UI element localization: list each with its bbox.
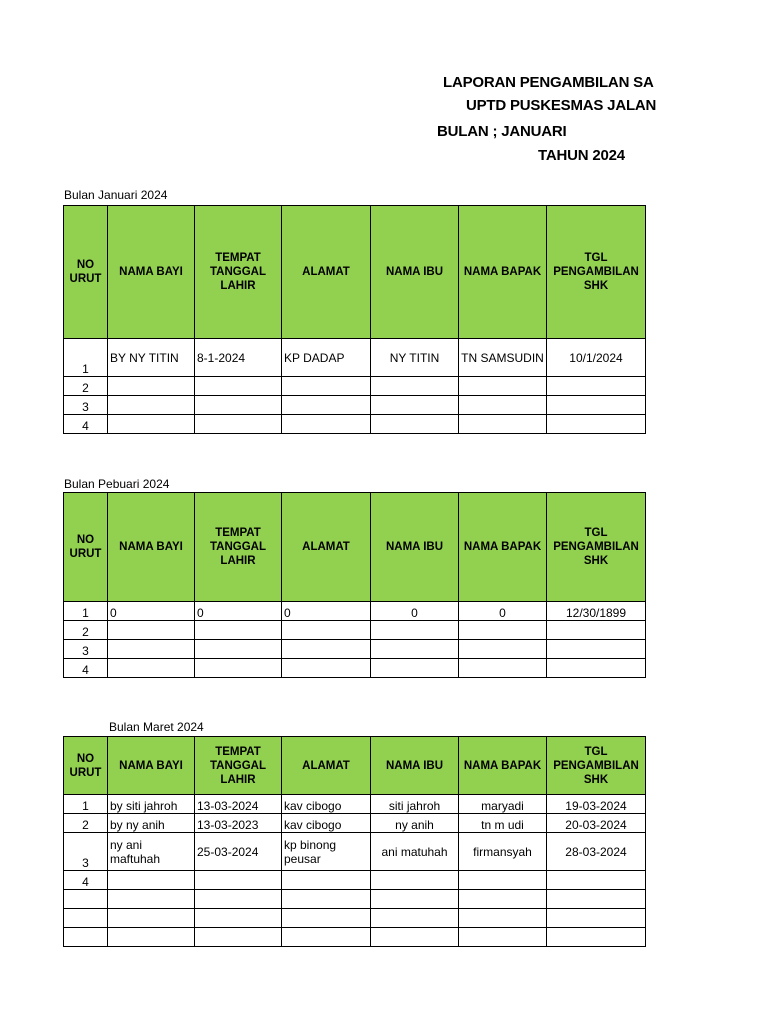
cell-tempat-tanggal-lahir[interactable]: 8-1-2024 <box>195 339 282 377</box>
table-row <box>64 602 646 621</box>
cell-tgl-pengambilan-shk[interactable]: 12/30/1899 <box>547 602 646 621</box>
table-header-row <box>64 737 646 795</box>
cell-tempat-tanggal-lahir[interactable]: 13-03-2024 <box>195 795 282 814</box>
cell-nama-bayi[interactable] <box>108 928 195 947</box>
table-maret <box>63 736 646 947</box>
cell-alamat[interactable] <box>282 396 371 415</box>
cell-alamat[interactable] <box>282 871 371 890</box>
cell-alamat[interactable] <box>282 909 371 928</box>
cell-tgl-pengambilan-shk[interactable]: 28-03-2024 <box>547 833 646 871</box>
table-row <box>64 640 646 659</box>
cell-tgl-pengambilan-shk[interactable] <box>547 640 646 659</box>
cell-tempat-tanggal-lahir[interactable]: 13-03-2023 <box>195 814 282 833</box>
section-caption-pebuari: Bulan Pebuari 2024 <box>64 477 170 491</box>
cell-no-urut[interactable]: 1 <box>64 602 108 621</box>
column-header-alamat: ALAMAT <box>282 206 371 339</box>
cell-alamat[interactable]: kav cibogo <box>282 795 371 814</box>
column-header-alamat: ALAMAT <box>282 493 371 602</box>
cell-tgl-pengambilan-shk[interactable] <box>547 415 646 434</box>
cell-nama-bapak[interactable] <box>459 928 547 947</box>
cell-tempat-tanggal-lahir[interactable] <box>195 928 282 947</box>
cell-nama-bapak[interactable] <box>459 415 547 434</box>
table-row <box>64 871 646 890</box>
cell-no-urut[interactable] <box>64 890 108 909</box>
cell-nama-ibu[interactable]: ny anih <box>371 814 459 833</box>
cell-no-urut[interactable]: 2 <box>64 377 108 396</box>
cell-nama-bayi[interactable] <box>108 909 195 928</box>
cell-alamat[interactable] <box>282 415 371 434</box>
report-month: BULAN ; JANUARI <box>437 123 567 140</box>
cell-nama-ibu[interactable] <box>371 909 459 928</box>
cell-alamat[interactable] <box>282 640 371 659</box>
cell-nama-bapak[interactable] <box>459 871 547 890</box>
table-row <box>64 377 646 396</box>
column-header-no-urut: NO URUT <box>64 737 108 795</box>
column-header-tgl-pengambilan-shk: TGL PENGAMBILAN SHK <box>547 737 646 795</box>
cell-nama-bayi[interactable] <box>108 640 195 659</box>
cell-tgl-pengambilan-shk[interactable]: 20-03-2024 <box>547 814 646 833</box>
cell-no-urut[interactable]: 1 <box>64 339 108 377</box>
cell-nama-bayi[interactable]: BY NY TITIN <box>108 339 195 377</box>
cell-nama-ibu[interactable] <box>371 890 459 909</box>
table-row <box>64 396 646 415</box>
cell-no-urut[interactable]: 2 <box>64 621 108 640</box>
cell-no-urut[interactable]: 4 <box>64 415 108 434</box>
cell-nama-bayi[interactable] <box>108 377 195 396</box>
cell-nama-bayi[interactable]: ny ani maftuhah <box>108 833 195 871</box>
table-row <box>64 909 646 928</box>
cell-no-urut[interactable] <box>64 928 108 947</box>
report-year: TAHUN 2024 <box>538 147 625 164</box>
cell-tgl-pengambilan-shk[interactable]: 10/1/2024 <box>547 339 646 377</box>
cell-nama-bapak[interactable]: 0 <box>459 602 547 621</box>
cell-nama-ibu[interactable] <box>371 640 459 659</box>
table-row <box>64 928 646 947</box>
cell-no-urut[interactable]: 1 <box>64 795 108 814</box>
column-header-nama-bapak: NAMA BAPAK <box>459 737 547 795</box>
cell-nama-bapak[interactable] <box>459 621 547 640</box>
cell-nama-bayi[interactable] <box>108 415 195 434</box>
cell-tgl-pengambilan-shk[interactable] <box>547 396 646 415</box>
cell-alamat[interactable] <box>282 377 371 396</box>
cell-tgl-pengambilan-shk[interactable] <box>547 909 646 928</box>
cell-tempat-tanggal-lahir[interactable] <box>195 871 282 890</box>
report-subtitle: UPTD PUSKESMAS JALAN <box>466 97 657 114</box>
cell-nama-ibu[interactable]: NY TITIN <box>371 339 459 377</box>
table-header-row <box>64 206 646 339</box>
cell-nama-bapak[interactable] <box>459 377 547 396</box>
section-caption-maret: Bulan Maret 2024 <box>109 720 204 734</box>
column-header-nama-bayi: NAMA BAYI <box>108 206 195 339</box>
cell-alamat[interactable] <box>282 928 371 947</box>
column-header-tgl-pengambilan-shk: TGL PENGAMBILAN SHK <box>547 206 646 339</box>
cell-no-urut[interactable]: 3 <box>64 396 108 415</box>
column-header-nama-ibu: NAMA IBU <box>371 737 459 795</box>
column-header-no-urut: NO URUT <box>64 206 108 339</box>
cell-tgl-pengambilan-shk[interactable] <box>547 871 646 890</box>
column-header-nama-bayi: NAMA BAYI <box>108 493 195 602</box>
column-header-tgl-pengambilan-shk: TGL PENGAMBILAN SHK <box>547 493 646 602</box>
table-januari <box>63 205 646 434</box>
cell-nama-bapak[interactable]: tn m udi <box>459 814 547 833</box>
table-row <box>64 659 646 678</box>
column-header-no-urut: NO URUT <box>64 493 108 602</box>
cell-nama-bapak[interactable] <box>459 890 547 909</box>
cell-nama-ibu[interactable] <box>371 659 459 678</box>
cell-no-urut[interactable]: 2 <box>64 814 108 833</box>
cell-tgl-pengambilan-shk[interactable] <box>547 377 646 396</box>
cell-alamat[interactable]: kp binong peusar <box>282 833 371 871</box>
column-header-nama-bapak: NAMA BAPAK <box>459 493 547 602</box>
cell-tgl-pengambilan-shk[interactable] <box>547 928 646 947</box>
section-caption-januari: Bulan Januari 2024 <box>64 188 168 202</box>
cell-nama-bayi[interactable] <box>108 871 195 890</box>
cell-nama-ibu[interactable] <box>371 871 459 890</box>
cell-nama-bayi[interactable]: by ny anih <box>108 814 195 833</box>
cell-nama-bapak[interactable]: firmansyah <box>459 833 547 871</box>
cell-nama-bapak[interactable] <box>459 640 547 659</box>
cell-tempat-tanggal-lahir[interactable] <box>195 621 282 640</box>
column-header-nama-ibu: NAMA IBU <box>371 493 459 602</box>
cell-nama-ibu[interactable] <box>371 377 459 396</box>
cell-nama-bapak[interactable]: maryadi <box>459 795 547 814</box>
cell-no-urut[interactable]: 4 <box>64 871 108 890</box>
cell-tempat-tanggal-lahir[interactable] <box>195 396 282 415</box>
cell-nama-bayi[interactable]: by siti jahroh <box>108 795 195 814</box>
column-header-alamat: ALAMAT <box>282 737 371 795</box>
column-header-nama-bayi: NAMA BAYI <box>108 737 195 795</box>
cell-tempat-tanggal-lahir[interactable] <box>195 659 282 678</box>
cell-nama-ibu[interactable] <box>371 415 459 434</box>
cell-nama-bapak[interactable] <box>459 396 547 415</box>
cell-tgl-pengambilan-shk[interactable]: 19-03-2024 <box>547 795 646 814</box>
cell-nama-bapak[interactable] <box>459 659 547 678</box>
column-header-nama-bapak: NAMA BAPAK <box>459 206 547 339</box>
cell-nama-ibu[interactable] <box>371 928 459 947</box>
cell-alamat[interactable]: kav cibogo <box>282 814 371 833</box>
column-header-tempat-tanggal-lahir: TEMPAT TANGGAL LAHIR <box>195 493 282 602</box>
cell-nama-ibu[interactable]: ani matuhah <box>371 833 459 871</box>
cell-nama-bayi[interactable]: 0 <box>108 602 195 621</box>
cell-alamat[interactable] <box>282 659 371 678</box>
table-row <box>64 339 646 377</box>
cell-tempat-tanggal-lahir[interactable]: 0 <box>195 602 282 621</box>
table-row <box>64 795 646 814</box>
cell-nama-ibu[interactable] <box>371 621 459 640</box>
cell-alamat[interactable]: 0 <box>282 602 371 621</box>
table-pebuari <box>63 492 646 678</box>
cell-alamat[interactable] <box>282 890 371 909</box>
cell-nama-ibu[interactable]: 0 <box>371 602 459 621</box>
cell-no-urut[interactable] <box>64 909 108 928</box>
cell-nama-bayi[interactable] <box>108 396 195 415</box>
cell-nama-bayi[interactable] <box>108 621 195 640</box>
cell-tempat-tanggal-lahir[interactable] <box>195 640 282 659</box>
table-row <box>64 621 646 640</box>
cell-tgl-pengambilan-shk[interactable] <box>547 890 646 909</box>
cell-nama-ibu[interactable]: siti jahroh <box>371 795 459 814</box>
cell-nama-bapak[interactable]: TN SAMSUDIN <box>459 339 547 377</box>
table-header-row <box>64 493 646 602</box>
column-header-tempat-tanggal-lahir: TEMPAT TANGGAL LAHIR <box>195 206 282 339</box>
cell-nama-bayi[interactable] <box>108 890 195 909</box>
cell-no-urut[interactable]: 3 <box>64 833 108 871</box>
cell-nama-bayi[interactable] <box>108 659 195 678</box>
cell-tgl-pengambilan-shk[interactable] <box>547 659 646 678</box>
table-row <box>64 890 646 909</box>
cell-tempat-tanggal-lahir[interactable]: 25-03-2024 <box>195 833 282 871</box>
cell-nama-ibu[interactable] <box>371 396 459 415</box>
table-row <box>64 415 646 434</box>
cell-nama-bapak[interactable] <box>459 909 547 928</box>
column-header-tempat-tanggal-lahir: TEMPAT TANGGAL LAHIR <box>195 737 282 795</box>
cell-no-urut[interactable]: 3 <box>64 640 108 659</box>
cell-no-urut[interactable]: 4 <box>64 659 108 678</box>
cell-alamat[interactable]: KP DADAP <box>282 339 371 377</box>
cell-tempat-tanggal-lahir[interactable] <box>195 890 282 909</box>
cell-alamat[interactable] <box>282 621 371 640</box>
report-title: LAPORAN PENGAMBILAN SA <box>443 74 654 91</box>
table-row <box>64 814 646 833</box>
cell-tempat-tanggal-lahir[interactable] <box>195 415 282 434</box>
cell-tempat-tanggal-lahir[interactable] <box>195 909 282 928</box>
column-header-nama-ibu: NAMA IBU <box>371 206 459 339</box>
cell-tempat-tanggal-lahir[interactable] <box>195 377 282 396</box>
table-row <box>64 833 646 871</box>
cell-tgl-pengambilan-shk[interactable] <box>547 621 646 640</box>
